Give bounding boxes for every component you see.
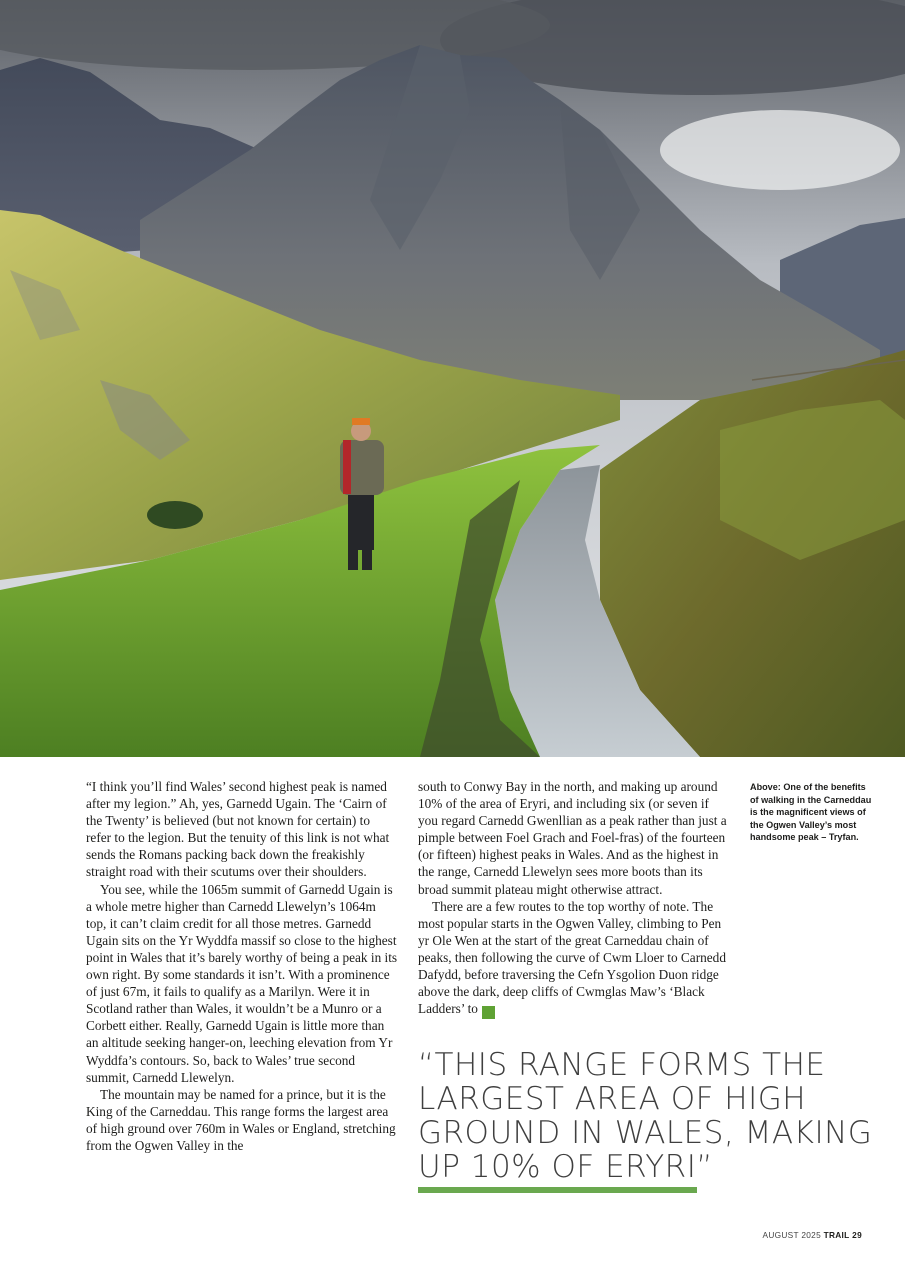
photo-caption: Above: One of the benefits of walking in the Carneddau is the magnificent views of the Ogwen Valley’s most handsome peak – Tryfan. [750, 782, 872, 843]
body-paragraph: south to Conwy Bay in the north, and making up around 10% of the area of Eryri, and including six (or seven if you regard Carnedd Gwenllian as a peak rather than just a pimple between Foel Grach and Foel-fras) of the fourteen (or fifteen) highest peaks in Wales. And as the highest in the range, Carnedd Llewelyn sees more boots than its broad summit plateau might otherwise attract. [418, 779, 727, 897]
page-folio [763, 1230, 863, 1240]
pull-quote-rule [418, 1187, 697, 1193]
body-paragraph [418, 898, 730, 1020]
folio-magazine-name: TRAIL [823, 1230, 850, 1240]
continue-arrow-icon: ▸ [482, 1006, 495, 1019]
body-paragraph: “I think you’ll find Wales’ second highest peak is named after my legion.” Ah, yes, Garnedd Ugain. The ‘Cairn of the Twenty’ is believed (but not known for certain) to refer to the legion. But the tenuity of this link is not what sends the Romans packing back down the freakishly straight road with their scutums over their shoulders. [86, 779, 390, 880]
pull-quote: “THIS RANGE FORMS THE LARGEST AREA OF HIGH GROUND IN WALES, MAKING UP 10% OF ERYRI” [418, 1047, 873, 1185]
folio-page-number: 29 [852, 1230, 862, 1240]
folio-date: AUGUST 2025 [762, 1230, 821, 1240]
article-column-1 [86, 778, 398, 1154]
body-paragraph-text: There are a few routes to the top worthy of note. The most popular starts in the Ogwen Valley, climbing to Pen yr Ole Wen at the start of the great Carneddau chain of peaks, then following the curve of Cwm Lloer to Carnedd Dafydd, before traversing the Cefn Ysgolion Duon ridge above the dark, deep cliffs of Cwmglas Maw’s ‘Black Ladders’ to [418, 898, 726, 1017]
article-column-2 [418, 778, 730, 1019]
body-paragraph: You see, while the 1065m summit of Garnedd Ugain is a whole metre higher than Carnedd Llewelyn’s 1064m top, it can’t claim credit for all those metres. Garnedd Ugain sits on the Yr Wyddfa massif so close to the highest point in Wales that it’s barely worthy of being a peak in its own right. By some standards it isn’t. With a prominence of just 67m, it fails to qualify as a Marilyn. Were it in Scotland rather than Wales, it wouldn’t be a Munro or a Corbett either. Really, Garnedd Ugain is little more than an altitude seeking hanger-on, leeching elevation from Yr Wyddfa’s contours. So, back to Wales’ true second summit, Carnedd Llewelyn. [86, 881, 398, 1085]
body-paragraph: The mountain may be named for a prince, but it is the King of the Carneddau. This range forms the largest area of high ground over 760m in Wales or England, stretching from the Ogwen Valley in the [86, 1086, 396, 1153]
